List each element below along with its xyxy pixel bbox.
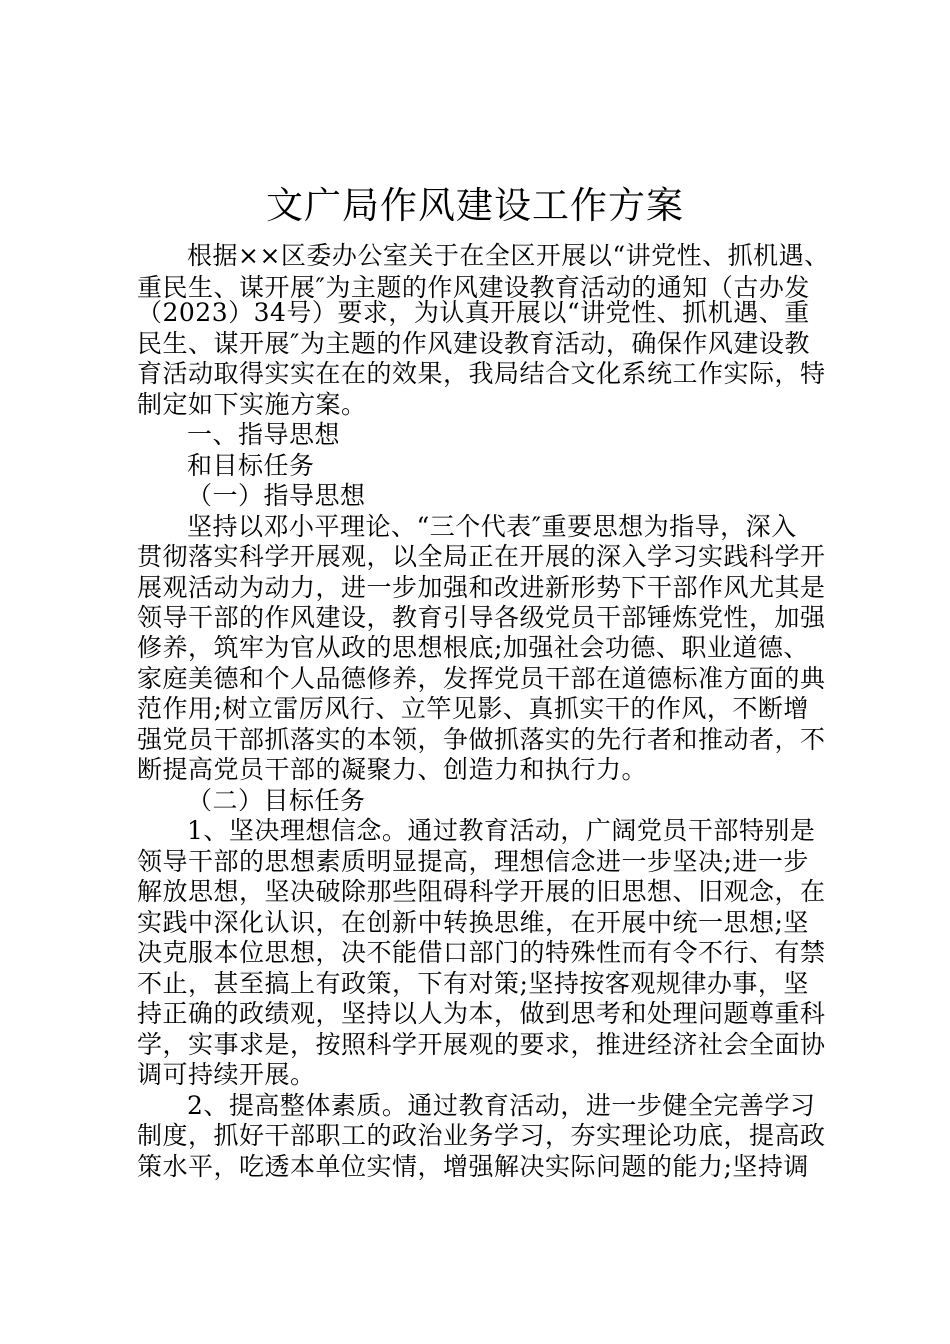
text-line: 策水平，吃透本单位实情，增强解决实际问题的能力;坚持调 — [137, 1152, 809, 1181]
text-line: 民生、谋开展″为主题的作风建设教育活动，确保作风建设教 — [137, 329, 810, 358]
text-line: （2023）34号）要求，为认真开展以“讲党性、抓机遇、重 — [137, 298, 810, 327]
text-line: 贯彻落实科学开展观，以全局正在开展的深入学习实践科学开 — [137, 542, 826, 571]
text-line: 领导干部的作风建设，教育引导各级党员干部锤炼党性，加强 — [137, 603, 826, 632]
text-line: 实践中深化认识，在创新中转换思维，在开展中统一思想;坚 — [137, 908, 809, 937]
text-line: 不止，甚至搞上有政策，下有对策;坚持按客观规律办事，坚 — [137, 969, 809, 998]
text-line: 范作用;树立雷厉风行、立竿见影、真抓实干的作风，不断增 — [137, 694, 809, 723]
text-line: 决克服本位思想，决不能借口部门的特殊性而有令不行、有禁 — [137, 938, 826, 967]
text-line: 1、坚决理想信念。通过教育活动，广阔党员干部特别是 — [187, 816, 816, 845]
text-line: 根据××区委办公室关于在全区开展以“讲党性、抓机遇、 — [187, 241, 830, 270]
text-line: 持正确的政绩观，坚持以人为本，做到思考和处理问题尊重科 — [137, 999, 826, 1028]
text-line: 家庭美德和个人品德修养，发挥党员干部在道德标准方面的典 — [137, 664, 826, 693]
text-line: 强党员干部抓落实的本领，争做抓落实的先行者和推动者，不 — [137, 725, 826, 754]
text-line: 断提高党员干部的凝聚力、创造力和执行力。 — [137, 755, 648, 784]
text-line: 领导干部的思想素质明显提高，理想信念进一步坚决;进一步 — [137, 847, 809, 876]
section-heading: 一、指导思想 — [187, 420, 341, 449]
text-line: 制定如下实施方案。 — [137, 390, 367, 419]
section-heading: 和目标任务 — [187, 451, 315, 480]
text-line: 制度，抓好干部职工的政治业务学习，夯实理论功底，提高政 — [137, 1121, 826, 1150]
text-line: 坚持以邓小平理论、“三个代表″重要思想为指导，深入 — [187, 512, 797, 541]
text-line: 调可持续开展。 — [137, 1060, 316, 1089]
text-line: 重民生、谋开展″为主题的作风建设教育活动的通知（古办发 — [137, 273, 810, 302]
subsection-heading: （二）目标任务 — [187, 786, 366, 815]
text-line: 修养，筑牢为官从政的思想根底;加强社会功德、职业道德、 — [137, 633, 809, 662]
subsection-heading: （一）指导思想 — [187, 481, 366, 510]
document-title: 文广局作风建设工作方案 — [266, 184, 684, 227]
text-line: 展观活动为动力，进一步加强和改进新形势下干部作风尤其是 — [137, 573, 826, 602]
text-line: 解放思想，坚决破除那些阻碍科学开展的旧思想、旧观念，在 — [137, 877, 826, 906]
text-line: 学，实事求是，按照科学开展观的要求，推进经济社会全面协 — [137, 1030, 826, 1059]
text-line: 2、提高整体素质。通过教育活动，进一步健全完善学习 — [187, 1091, 816, 1120]
text-line: 育活动取得实实在在的效果，我局结合文化系统工作实际，特 — [137, 359, 826, 388]
